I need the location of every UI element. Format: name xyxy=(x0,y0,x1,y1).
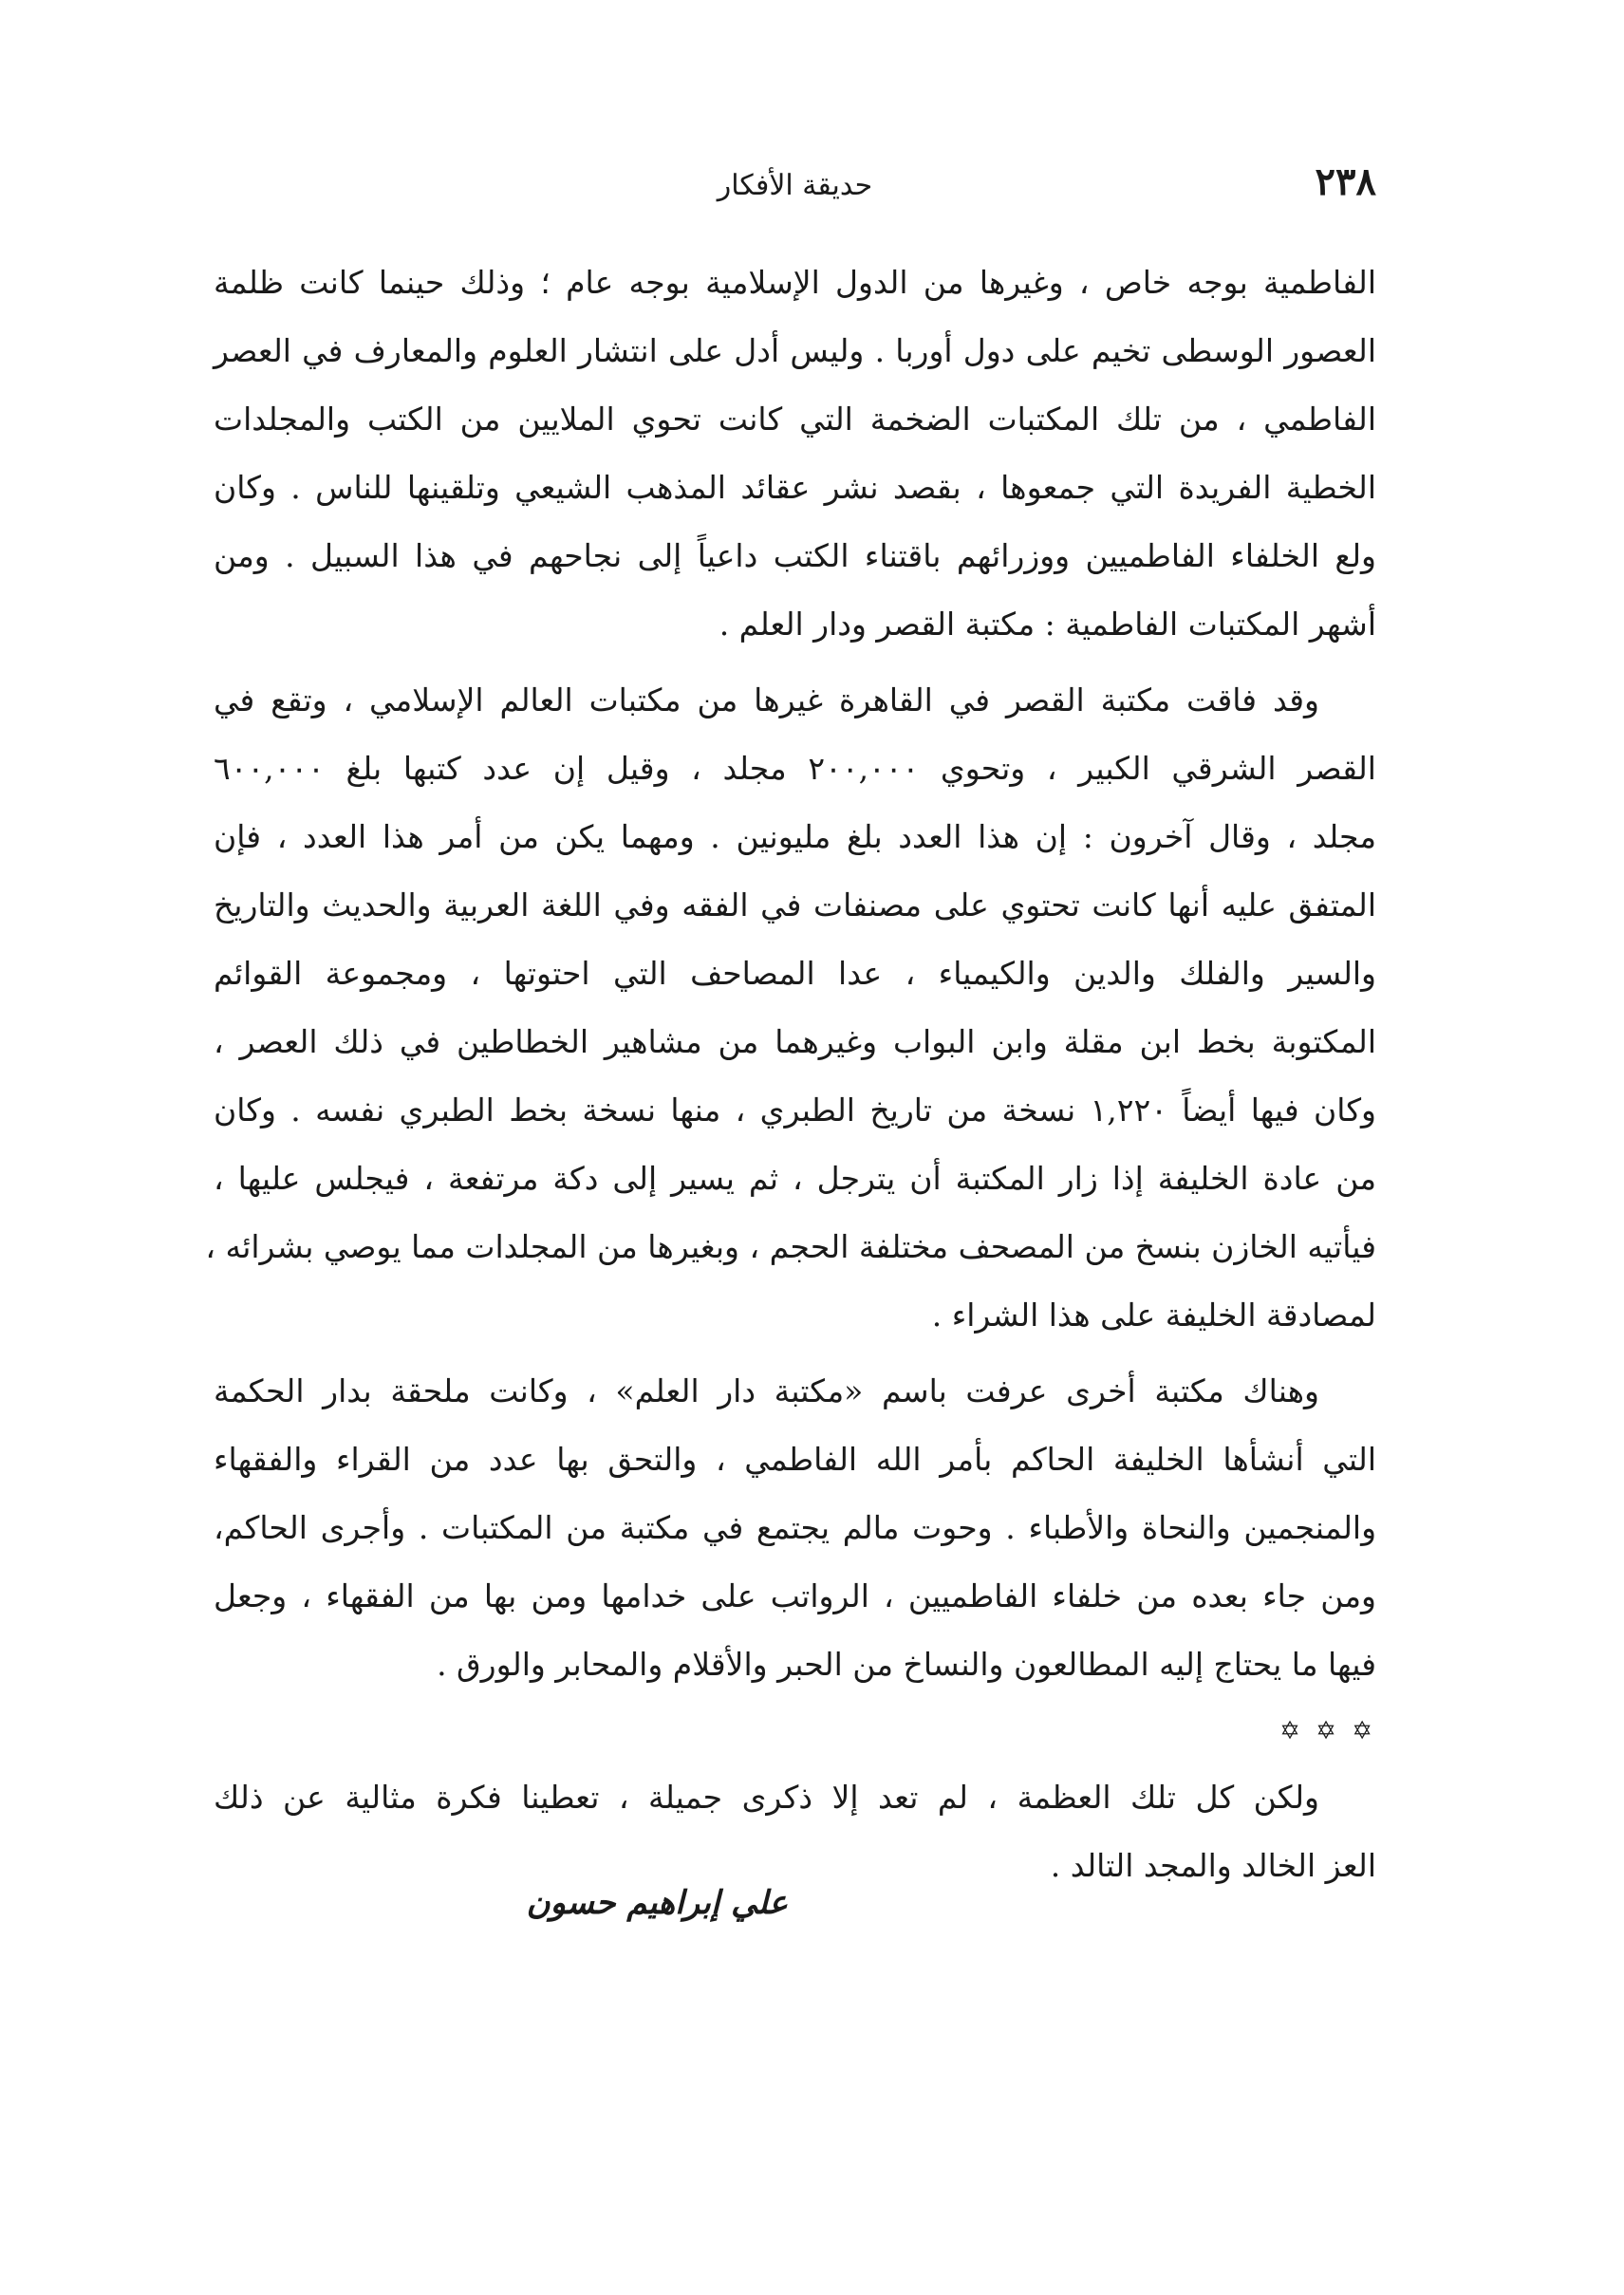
text-line: من عادة الخليفة إذا زار المكتبة أن يترجل ، ثم يسير إلى دكة مرتفعة ، فيجلس عليها ، xyxy=(214,1160,1376,1197)
paragraph-intro xyxy=(214,249,1376,659)
running-title: حديقة الأفكار xyxy=(717,169,873,202)
text-line: الفاطمي ، من تلك المكتبات الضخمة التي كانت تحوي الملايين من الكتب والمجلدات xyxy=(214,401,1376,438)
text-line: الخطية الفريدة التي جمعوها ، بقصد نشر عقائد المذهب الشيعي وتلقينها للناس . وكان xyxy=(214,469,1376,506)
author-signature: علي إبراهيم حسون xyxy=(526,1884,788,1922)
paragraph-palace-library xyxy=(205,666,1376,1350)
page-header xyxy=(214,159,1376,216)
text-line: وكان فيها أيضاً ١,٢٢٠ نسخة من تاريخ الطبري ، منها نسخة بخط الطبري نفسه . وكان xyxy=(214,1092,1376,1129)
text-line: والسير والفلك والدين والكيمياء ، عدا المصاحف التي احتوتها ، ومجموعة القوائم xyxy=(214,955,1376,992)
text-line: فيأتيه الخازن بنسخ من المصحف مختلفة الحجم ، وبغيرها من المجلدات مما يوصي بشرائه ، xyxy=(205,1228,1376,1265)
text-line: العصور الوسطى تخيم على دول أوربا . وليس أدل على انتشار العلوم والمعارف في العصر xyxy=(214,332,1376,369)
page-number: ٢٣٨ xyxy=(1315,159,1376,204)
paragraph-conclusion xyxy=(214,1763,1376,1900)
text-line: الفاطمية بوجه خاص ، وغيرها من الدول الإسلامية بوجه عام ؛ وذلك حينما كانت ظلمة xyxy=(214,264,1376,301)
text-line: العز الخالد والمجد التالد . xyxy=(1050,1847,1376,1884)
text-line: ومن جاء بعده من خلفاء الفاطميين ، الرواتب على خدامها ومن بها من الفقهاء ، وجعل xyxy=(214,1577,1376,1614)
text-line: وقد فاقت مكتبة القصر في القاهرة غيرها من مكتبات العالم الإسلامي ، وتقع في xyxy=(214,681,1319,718)
text-line: أشهر المكتبات الفاطمية : مكتبة القصر ودار العلم . xyxy=(719,606,1376,643)
paragraph-dar-al-ilm xyxy=(214,1357,1376,1699)
text-line: المكتوبة بخط ابن مقلة وابن البواب وغيرهما من مشاهير الخطاطين في ذلك العصر ، xyxy=(214,1023,1376,1060)
text-line: ولكن كل تلك العظمة ، لم تعد إلا ذكرى جميلة ، تعطينا فكرة مثالية عن ذلك xyxy=(214,1779,1319,1816)
text-line: القصر الشرقي الكبير ، وتحوي ٢٠٠,٠٠٠ مجلد ، وقيل إن عدد كتبها بلغ ٦٠٠,٠٠٠ xyxy=(214,750,1376,787)
text-line: المتفق عليه أنها كانت تحتوي على مصنفات في الفقه وفي اللغة العربية والحديث والتاريخ xyxy=(214,886,1376,924)
text-line: لمصادقة الخليفة على هذا الشراء . xyxy=(931,1297,1376,1334)
section-separator: ✡ ✡ ✡ xyxy=(1279,1717,1376,1745)
text-line: مجلد ، وقال آخرون : إن هذا العدد بلغ مليونين . ومهما يكن من أمر هذا العدد ، فإن xyxy=(214,818,1376,855)
text-line: ولع الخلفاء الفاطميين ووزرائهم باقتناء الكتب داعياً إلى نجاحهم في هذا السبيل . ومن xyxy=(214,537,1376,574)
text-line: وهناك مكتبة أخرى عرفت باسم «مكتبة دار العلم» ، وكانت ملحقة بدار الحكمة xyxy=(214,1372,1319,1409)
text-line: والمنجمين والنحاة والأطباء . وحوت مالم يجتمع في مكتبة من المكتبات . وأجرى الحاكم، xyxy=(214,1509,1376,1546)
text-line: فيها ما يحتاج إليه المطالعون والنساخ من الحبر والأقلام والمحابر والورق . xyxy=(437,1646,1376,1683)
body-text xyxy=(205,249,1376,1900)
text-line: التي أنشأها الخليفة الحاكم بأمر الله الفاطمي ، والتحق بها عدد من القراء والفقهاء xyxy=(214,1441,1376,1478)
